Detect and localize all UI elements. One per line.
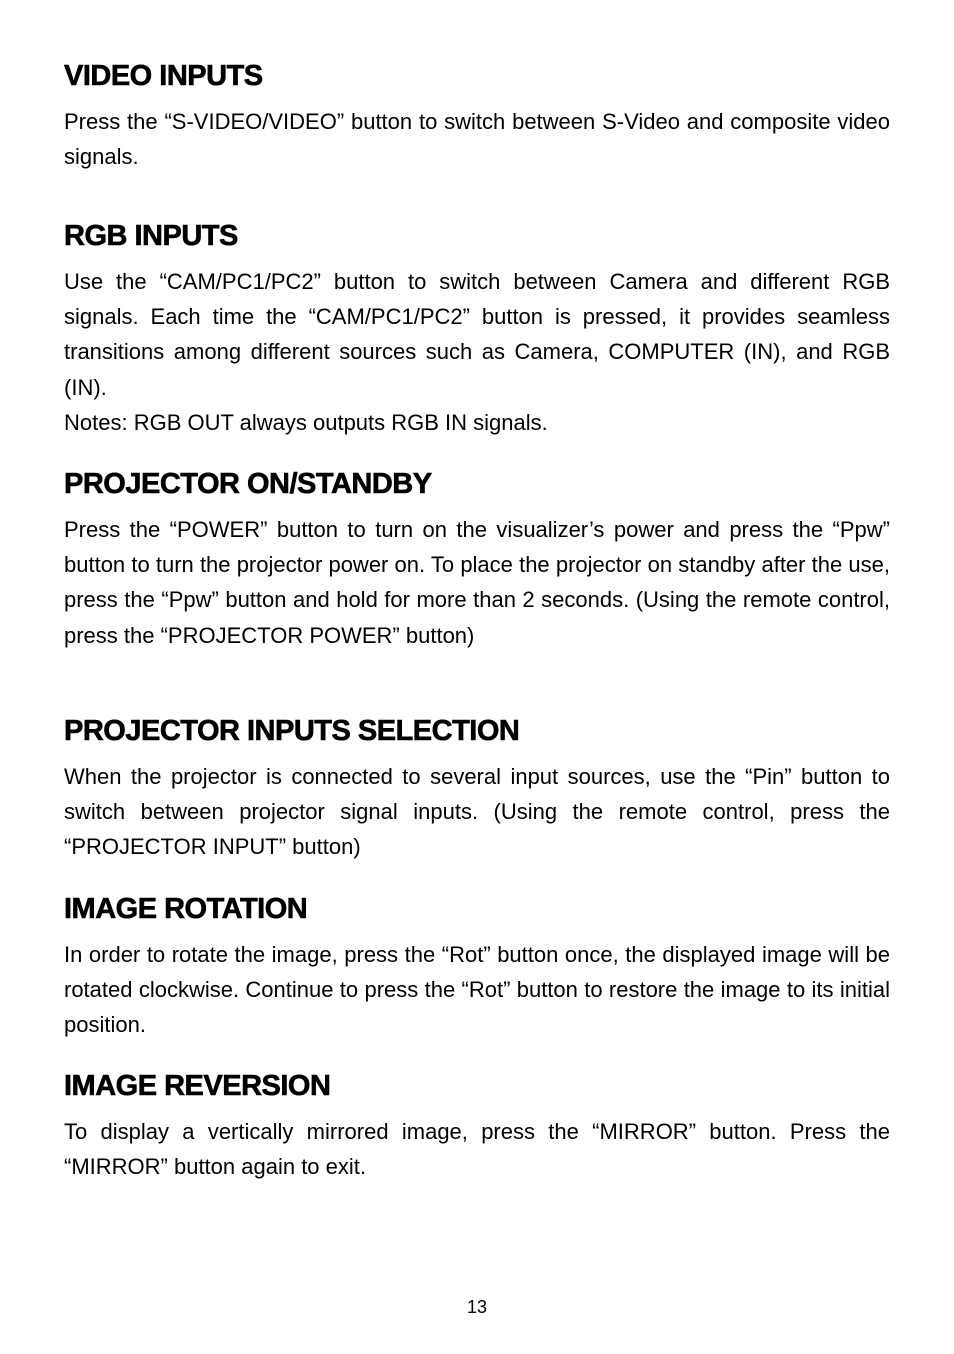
section-image-rotation [64,889,890,1043]
section-projector-inputs-selection [64,711,890,865]
paragraph-rgb-inputs: Use the “CAM/PC1/PC2” button to switch between Camera and different RGB signals. Each time the “CAM/PC1/PC2” button is pressed, it provides seamless transitions among different sources such as Camera, COMPUTER (IN), and RGB (IN). [64,269,890,400]
paragraph-image-reversion: To display a vertically mirrored image, press the “MIRROR” button. Press the “MIRROR” button again to exit. [64,1119,890,1180]
heading-video-inputs: VIDEO INPUTS [64,60,263,92]
heading-projector-on-standby: PROJECTOR ON/STANDBY [64,468,432,500]
heading-rgb-inputs: RGB INPUTS [64,220,238,252]
heading-projector-inputs-selection: PROJECTOR INPUTS SELECTION [64,715,520,747]
section-image-reversion [64,1066,890,1184]
section-rgb-inputs [64,216,890,440]
paragraph-projector-inputs-selection: When the projector is connected to several input sources, use the “Pin” button to switch between projector signal inputs. (Using the remote control, press the “PROJECTOR INPUT” button) [64,764,890,860]
paragraph-projector-on-standby: Press the “POWER” button to turn on the visualizer’s power and press the “Ppw” button to turn the projector power on. To place the projector on standby after the use, press the “Ppw” button and hold for more than 2 seconds. (Using the remote control, press the “PROJECTOR POWER” button) [64,517,890,648]
section-projector-on-standby [64,464,890,653]
note-rgb-out: Notes: RGB OUT always outputs RGB IN signals. [64,409,548,435]
heading-image-rotation: IMAGE ROTATION [64,893,308,925]
page-number: 13 [466,1297,488,1317]
paragraph-video-inputs: Press the “S-VIDEO/VIDEO” button to switch between S-Video and composite video signals. [64,109,890,170]
section-video-inputs [64,56,890,174]
heading-image-reversion: IMAGE REVERSION [64,1070,331,1102]
paragraph-image-rotation: In order to rotate the image, press the “Rot” button once, the displayed image will be rotated clockwise. Continue to press the “Rot” button to restore the image to its initial position. [64,942,890,1038]
